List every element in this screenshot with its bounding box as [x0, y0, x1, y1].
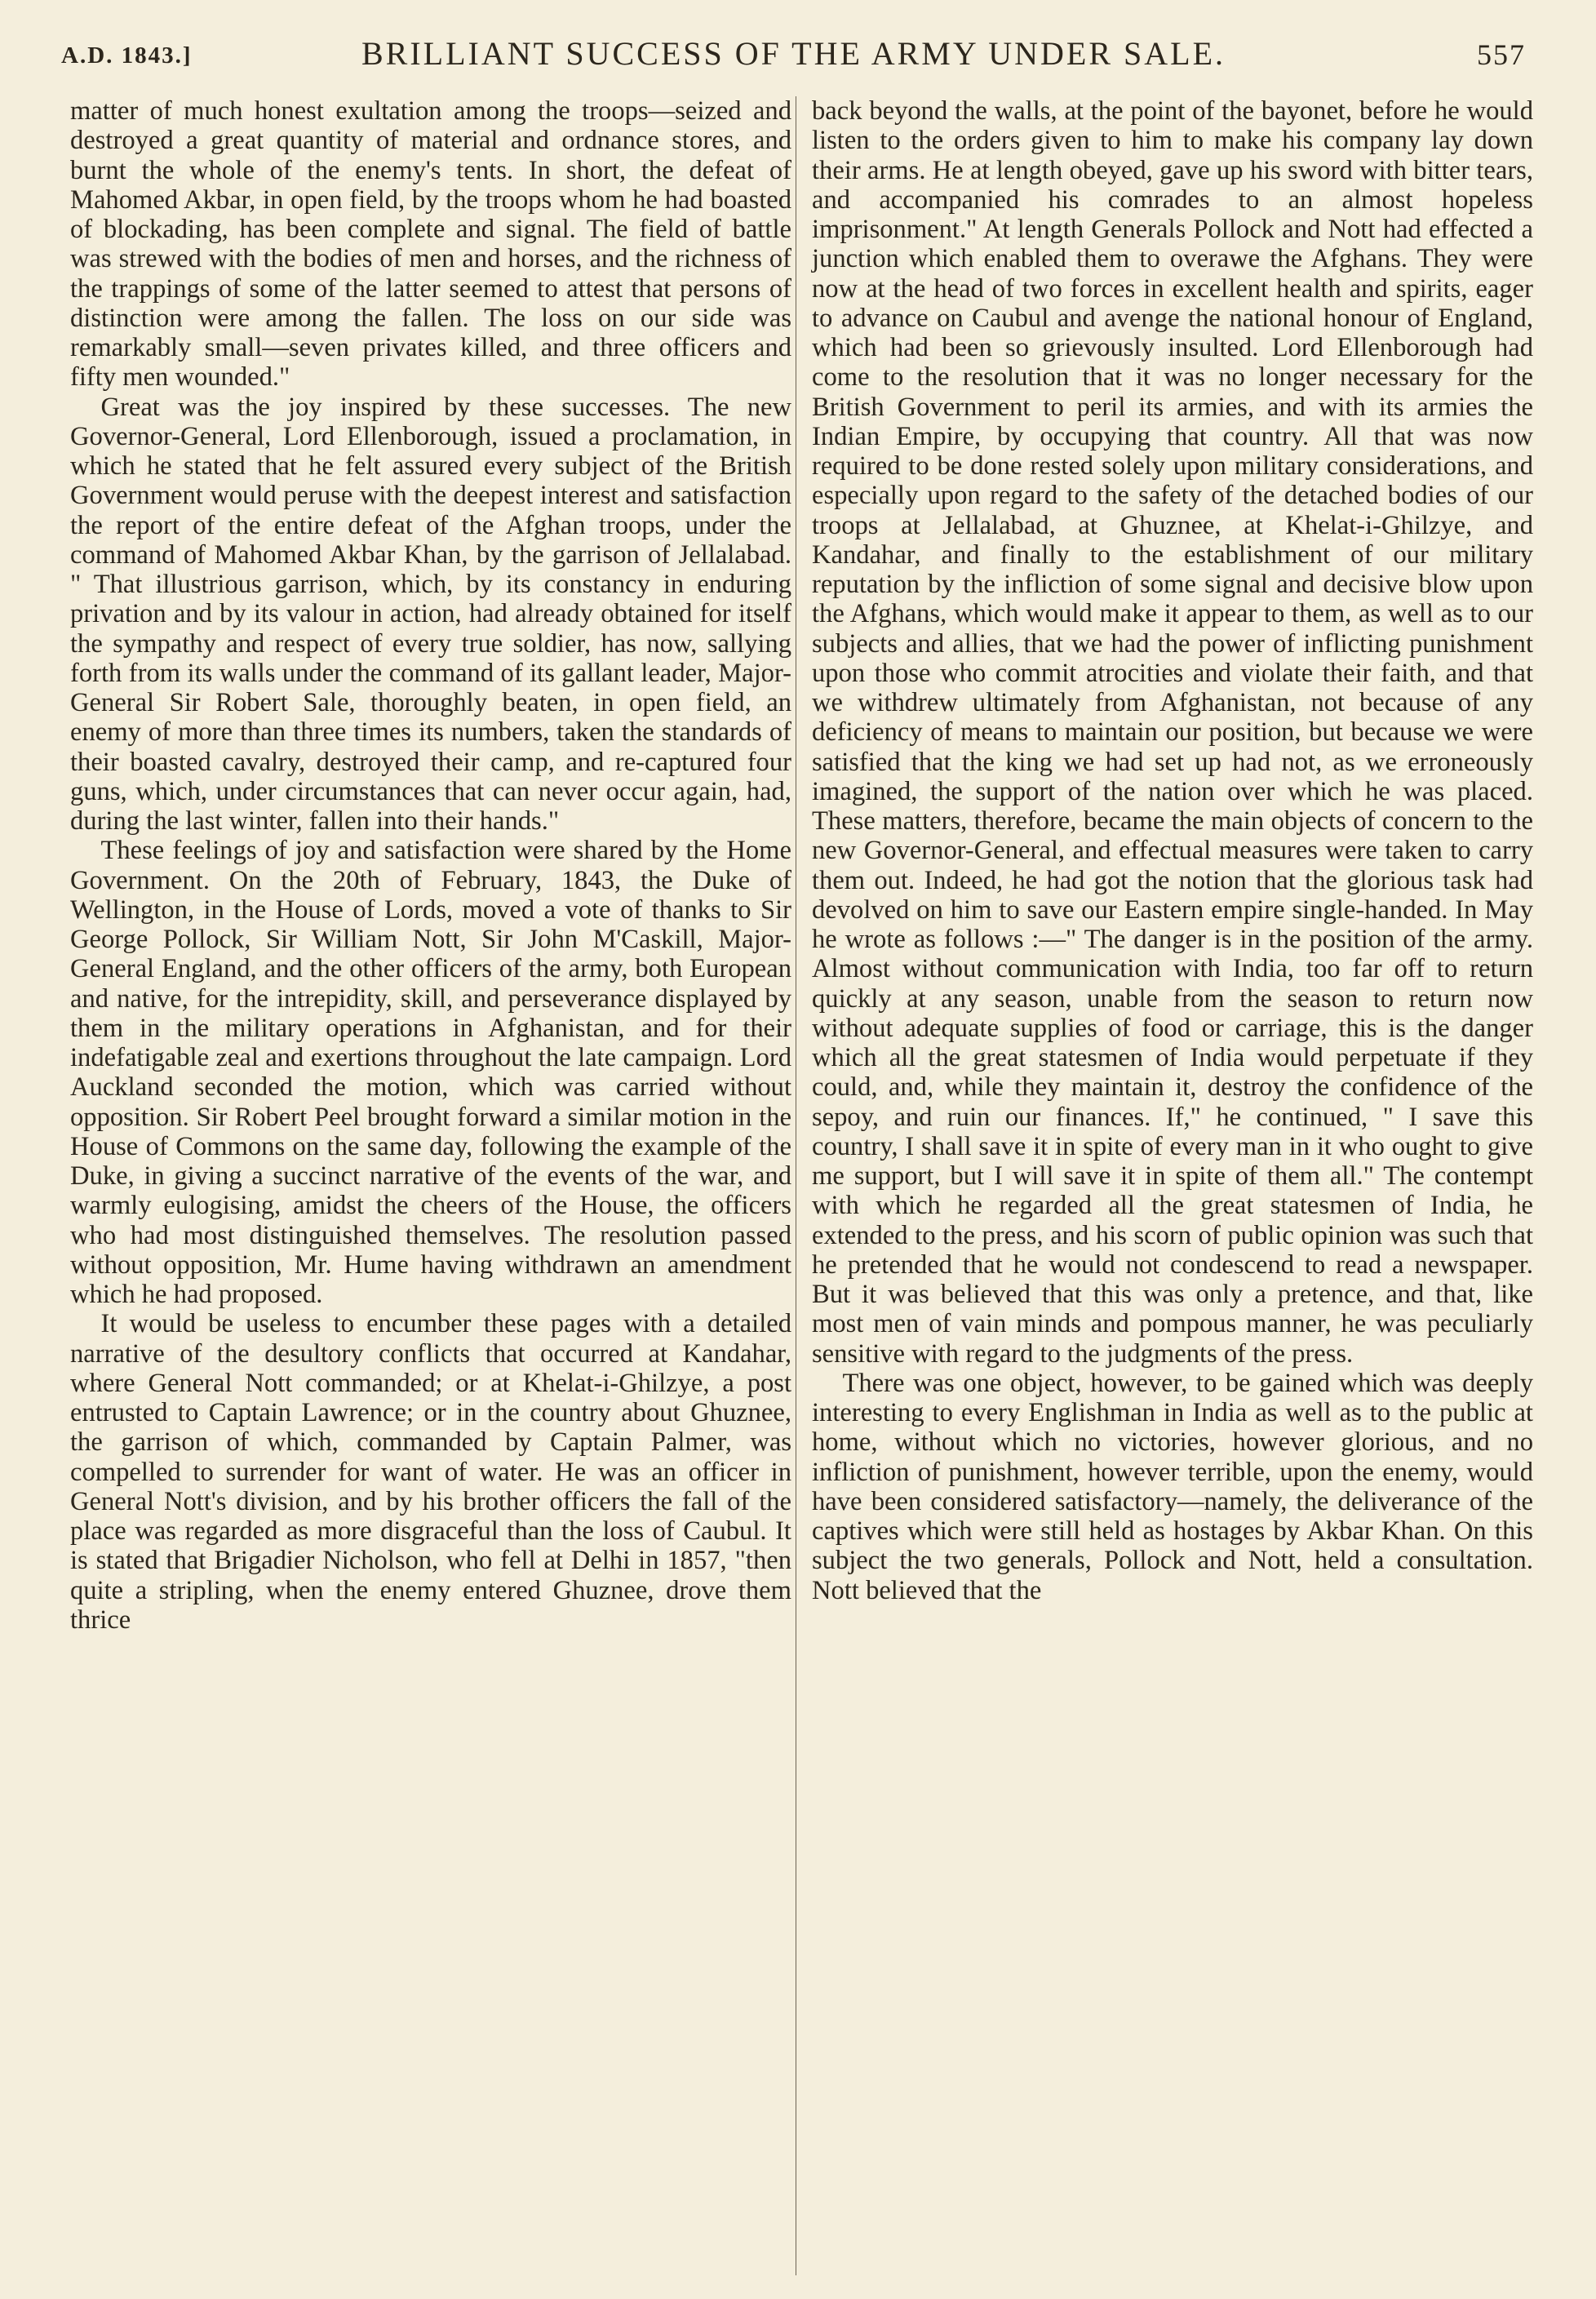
- paragraph: Great was the joy inspired by these successes. The new Governor-General, Lord Ellenborough, issued a proclamation, in which he stated that he felt assured every subject of the British Government would peruse with the deepest interest and satisfaction the report of the entire defeat of the Afghan troops, under the command of Mahomed Akbar Khan, by the garrison of Jellalabad. " That illustrious garrison, which, by its constancy in enduring privation and by its valour in action, had already obtained for itself the sympathy and respect of every true soldier, has now, sallying forth from its walls under the command of its gallant leader, Major-General Sir Robert Sale, thoroughly beaten, in open field, an enemy of more than three times its numbers, taken the standards of their boasted cavalry, destroyed their camp, and re-captured four guns, which, under circumstances that can never occur again, had, during the last winter, fallen into their hands.": [70, 392, 791, 836]
- page-number: 557: [1477, 38, 1526, 71]
- paragraph: It would be useless to encumber these pages with a detailed narrative of the desultory conflicts that occurred at Kandahar, where General Nott commanded; or at Khelat-i-Ghilzye, a post entrusted to Captain Lawrence; or in the country about Ghuznee, the garrison of which, commanded by Captain Palmer, was compelled to surrender for want of water. He was an officer in General Nott's division, and by his brother officers the fall of the place was regarded as more disgraceful than the loss of Caubul. It is stated that Brigadier Nicholson, who fell at Delhi in 1857, "then quite a stripling, when the enemy entered Ghuznee, drove them thrice: [70, 1309, 791, 1635]
- paragraph: These feelings of joy and satisfaction were shared by the Home Government. On the 20th of February, 1843, the Duke of Wellington, in the House of Lords, moved a vote of thanks to Sir George Pollock, Sir William Nott, Sir John M'Caskill, Major-General England, and the other officers of the army, both European and native, for the intrepidity, skill, and perseverance displayed by them in the military operations in Afghanistan, and for their indefatigable zeal and exertions throughout the late campaign. Lord Auckland seconded the motion, which was carried without opposition. Sir Robert Peel brought forward a similar motion in the House of Commons on the same day, following the example of the Duke, in giving a succinct narrative of the events of the war, and warmly eulogising, amidst the cheers of the House, the officers who had most distinguished themselves. The resolution passed without opposition, Mr. Hume having withdrawn an amendment which he had proposed.: [70, 836, 791, 1309]
- running-head: [61, 33, 1526, 82]
- right-column: [812, 96, 1533, 1605]
- left-column: [70, 96, 791, 1635]
- paragraph: matter of much honest exultation among the troops—seized and destroyed a great quantity of material and ordnance stores, and burnt the whole of the enemy's tents. In short, the defeat of Mahomed Akbar, in open field, by the troops whom he had boasted of blockading, has been complete and signal. The field of battle was strewed with the bodies of men and horses, and the richness of the trappings of some of the latter seemed to attest that persons of distinction were among the fallen. The loss on our side was remarkably small—seven privates killed, and three officers and fifty men wounded.": [70, 96, 791, 393]
- header-date: A.D. 1843.]: [61, 42, 193, 69]
- paragraph: There was one object, however, to be gained which was deeply interesting to every Englishman in India as well as to the public at home, without which no victories, however glorious, and no infliction of punishment, however terrible, upon the enemy, would have been considered satisfactory—namely, the deliverance of the captives which were still held as hostages by Akbar Khan. On this subject the two generals, Pollock and Nott, held a consultation. Nott believed that the: [812, 1368, 1533, 1605]
- header-title: BRILLIANT SUCCESS OF THE ARMY UNDER SALE.: [361, 35, 1226, 72]
- paragraph: back beyond the walls, at the point of the bayonet, before he would listen to the orders given to him to make his company lay down their arms. He at length obeyed, gave up his sword with bitter tears, and accompanied his comrades to an almost hopeless imprisonment." At length Generals Pollock and Nott had effected a junction which enabled them to overawe the Afghans. They were now at the head of two forces in excellent health and spirits, eager to advance on Caubul and avenge the national honour of England, which had been so grievously insulted. Lord Ellenborough had come to the resolution that it was no longer necessary for the British Government to peril its armies, and with its armies the Indian Empire, by occupying that country. All that was now required to be done rested solely upon military considerations, and especially upon regard to the safety of the detached bodies of our troops at Jellalabad, at Ghuznee, at Khelat-i-Ghilzye, and Kandahar, and finally to the establishment of our military reputation by the infliction of some signal and decisive blow upon the Afghans, which would make it appear to them, as well as to our subjects and allies, that we had the power of inflicting punishment upon those who commit atrocities and violate their faith, and that we withdrew ultimately from Afghanistan, not because of any deficiency of means to maintain our position, but because we were satisfied that the king we had set up had not, as we erroneously imagined, the support of the nation over which he was placed. These matters, therefore, became the main objects of concern to the new Governor-General, and effectual measures were taken to carry them out. Indeed, he had got the notion that the glorious task had devolved on him to save our Eastern empire single-handed. In May he wrote as follows :—" The danger is in the position of the army. Almost without communication with India, too far off to return quickly at any season, unable from the season to return now without adequate supplies of food or carriage, this is the danger which all the great statesmen of India would perpetuate if they could, and, while they maintain it, destroy the confidence of the sepoy, and ruin our finances. If," he continued, " I save this country, I shall save it in spite of every man in it who ought to give me support, but I will save it in spite of them all." The contempt with which he regarded all the great statesmen of India, he extended to the press, and his scorn of public opinion was such that he pretended that he would not condescend to read a newspaper. But it was believed that this was only a pretence, and that, like most men of vain minds and pompous manner, he was peculiarly sensitive with regard to the judgments of the press.: [812, 96, 1533, 1369]
